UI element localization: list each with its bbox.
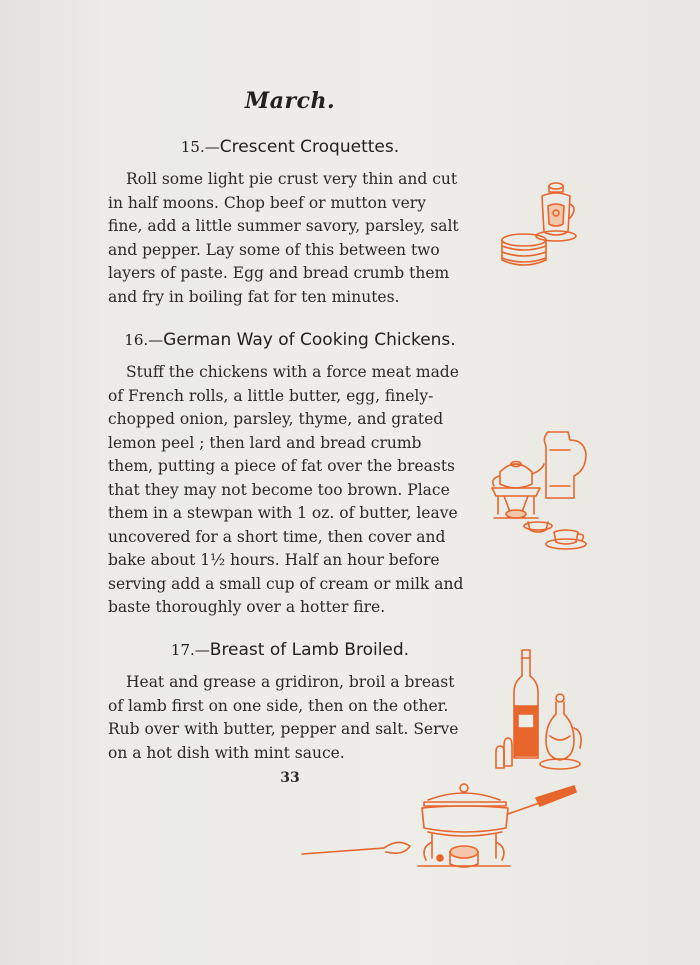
- text-line: uncovered for a short time, then cover and: [108, 527, 446, 546]
- page-number: 33: [280, 770, 300, 786]
- text-line: chopped onion, parsley, thyme, and grated: [108, 410, 444, 428]
- teapot-pitcher-and-cups-icon: [486, 426, 596, 558]
- text-line: lemon peel ; then lard and bread crumb: [108, 433, 422, 452]
- recipe-number: 15.—: [180, 138, 220, 156]
- text-line: that they may not become too brown. Place: [108, 480, 450, 499]
- text-line: Heat and grease a gridiron, broil a breast: [126, 673, 455, 691]
- text-line: of lamb first on one side, then on the other.: [108, 696, 449, 715]
- recipe-number: 16.—: [124, 331, 164, 349]
- recipe-title-15: [100, 137, 480, 157]
- wine-bottle-and-cruets-icon: [494, 648, 586, 774]
- text-line: Rub over with butter, pepper and salt. Serve: [108, 720, 459, 738]
- recipe-body-16: [108, 361, 472, 620]
- text-line: and fry in boiling fat for ten minutes.: [108, 287, 400, 306]
- mustard-pot-and-plates-icon: [498, 178, 582, 274]
- recipe-name: German Way of Cooking Chickens.: [163, 330, 456, 350]
- text-line: bake about 1½ hours. Half an hour before: [108, 551, 440, 569]
- text-line: of French rolls, a little butter, egg, finely-: [108, 386, 434, 405]
- text-line: serving add a small cup of cream or milk and: [108, 574, 464, 593]
- text-line: Roll some light pie crust very thin and cut: [126, 170, 458, 188]
- text-line: layers of paste. Egg and bread crumb them: [108, 264, 450, 282]
- text-line: in half moons. Chop beef or mutton very: [108, 193, 426, 212]
- recipe-body-15: [108, 168, 472, 309]
- text-line: and pepper. Lay some of this between two: [108, 240, 440, 259]
- recipe-title-17: [100, 640, 480, 660]
- text-line: on a hot dish with mint sauce.: [108, 743, 345, 762]
- text-line: Stuff the chickens with a force meat made: [126, 363, 459, 381]
- recipe-name: Breast of Lamb Broiled.: [209, 640, 410, 660]
- chafing-dish-and-spoon-icon: [298, 778, 580, 874]
- month-heading: March.: [244, 88, 336, 114]
- recipe-body-17: [108, 671, 472, 765]
- text-line: them, putting a piece of fat over the breasts: [108, 457, 456, 475]
- recipe-name: Crescent Croquettes.: [219, 137, 400, 157]
- recipe-title-16: [100, 330, 480, 350]
- text-line: baste thoroughly over a hotter fire.: [108, 598, 386, 616]
- recipe-number: 17.—: [170, 641, 210, 659]
- text-line: them in a stewpan with 1 oz. of butter, leave: [108, 504, 458, 522]
- text-line: fine, add a little summer savory, parsley, salt: [108, 217, 459, 235]
